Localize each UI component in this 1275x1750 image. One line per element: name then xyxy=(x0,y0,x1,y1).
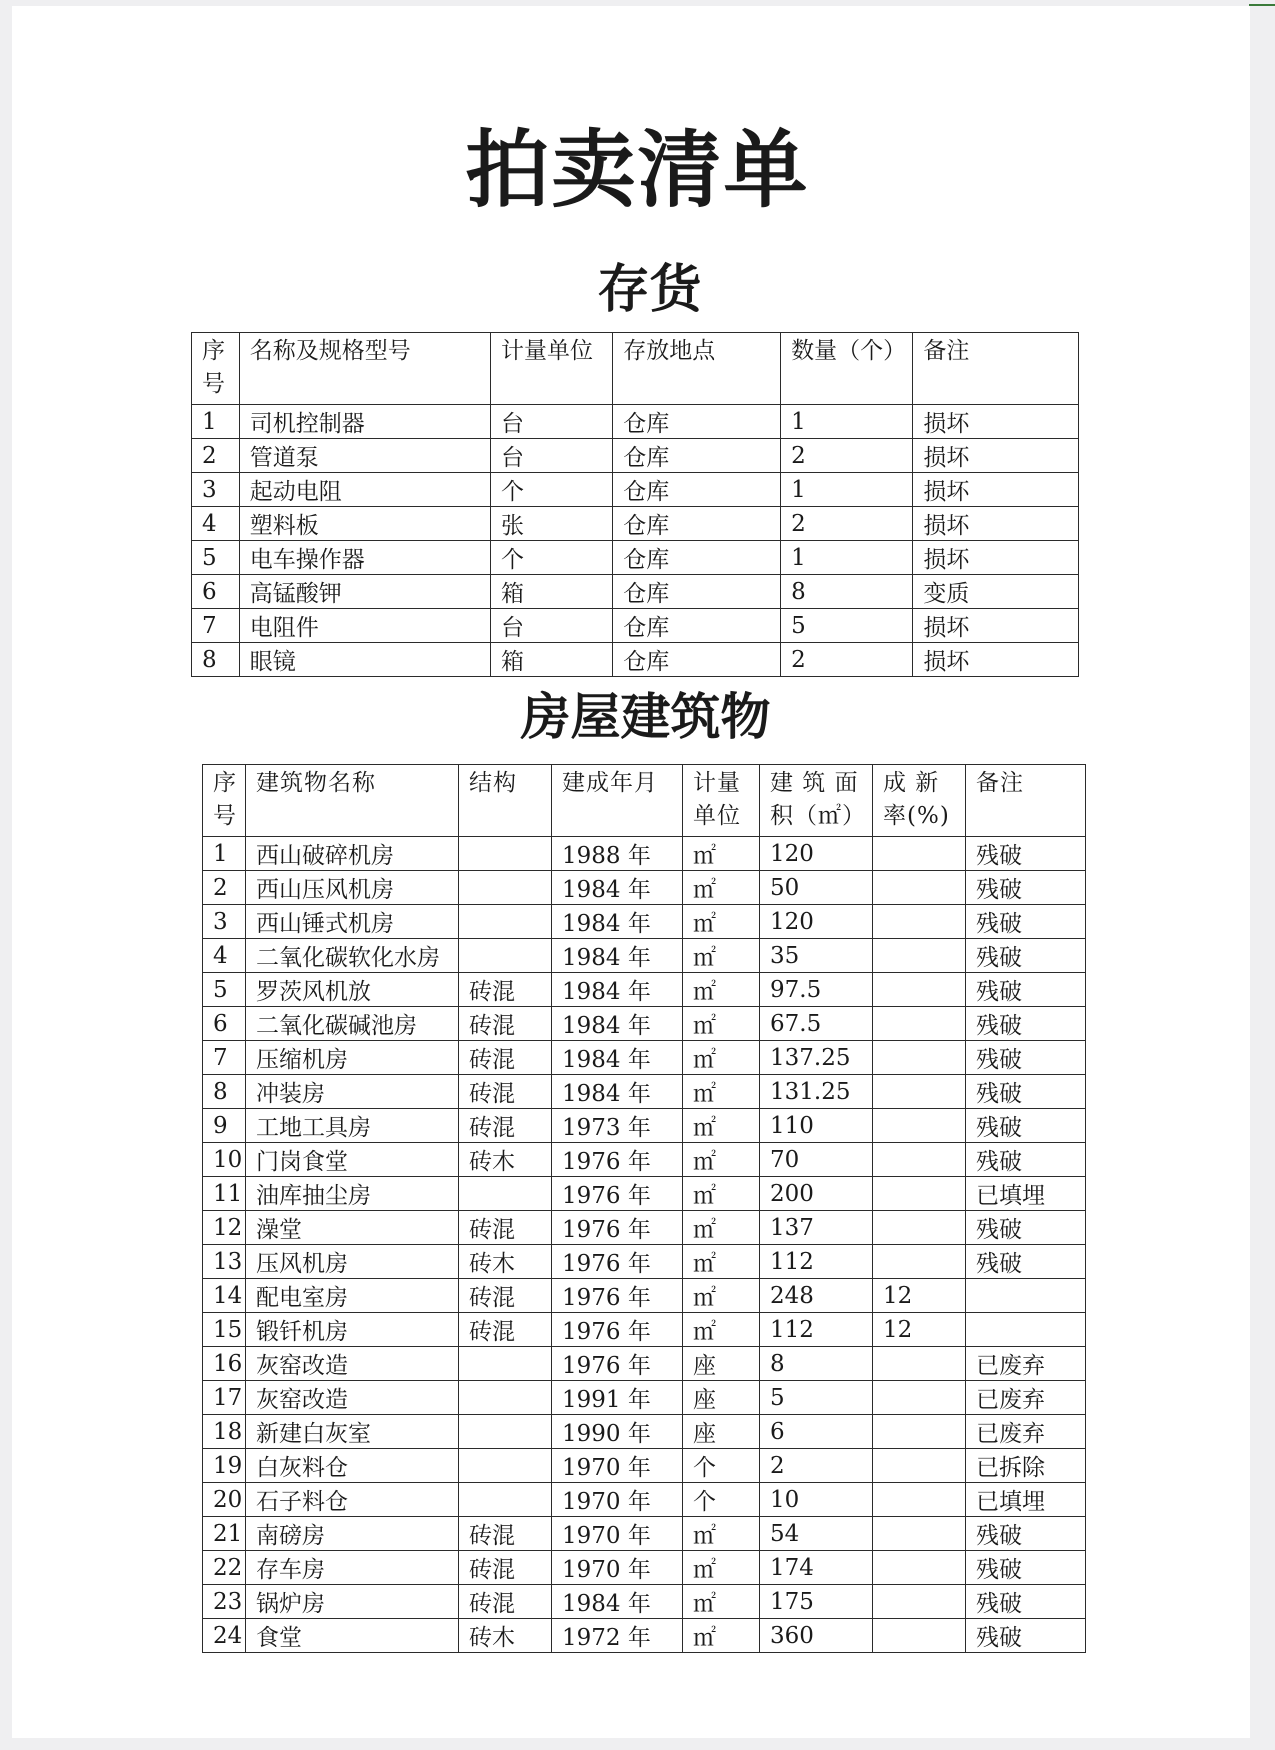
building-cell: 22 xyxy=(203,1551,246,1585)
building-cell: 工地工具房 xyxy=(246,1109,459,1143)
building-cell: 南磅房 xyxy=(246,1517,459,1551)
inventory-cell: 仓库 xyxy=(613,507,781,541)
buildings-header-cell: 建成年月 xyxy=(552,765,683,837)
building-cell: 6 xyxy=(760,1415,873,1449)
building-cell: 1984 年 xyxy=(552,973,683,1007)
inventory-cell: 电阻件 xyxy=(239,609,490,643)
building-cell xyxy=(873,1211,966,1245)
building-cell: 压风机房 xyxy=(246,1245,459,1279)
inventory-cell: 5 xyxy=(781,609,913,643)
page-title: 拍卖清单 xyxy=(465,121,810,219)
building-cell: 西山压风机房 xyxy=(246,871,459,905)
building-cell: 砖混 xyxy=(459,1585,552,1619)
building-cell: 5 xyxy=(203,973,246,1007)
building-cell: 1984 年 xyxy=(552,1075,683,1109)
building-cell: 1984 年 xyxy=(552,905,683,939)
building-cell: 座 xyxy=(683,1415,760,1449)
inventory-row xyxy=(192,541,1079,575)
inventory-row xyxy=(192,609,1079,643)
building-cell: 9 xyxy=(203,1109,246,1143)
building-cell xyxy=(966,1279,1086,1313)
building-cell: 残破 xyxy=(966,1143,1086,1177)
building-cell: 20 xyxy=(203,1483,246,1517)
inventory-header-cell: 序号 xyxy=(192,333,240,405)
building-cell: 1970 年 xyxy=(552,1551,683,1585)
building-cell: 1973 年 xyxy=(552,1109,683,1143)
building-cell: 砖木 xyxy=(459,1245,552,1279)
building-cell: 砖混 xyxy=(459,1041,552,1075)
building-cell: 1976 年 xyxy=(552,1347,683,1381)
building-cell: 残破 xyxy=(966,1075,1086,1109)
building-cell: 1970 年 xyxy=(552,1449,683,1483)
building-cell xyxy=(873,973,966,1007)
building-cell: 10 xyxy=(760,1483,873,1517)
inventory-row xyxy=(192,439,1079,473)
building-cell: 110 xyxy=(760,1109,873,1143)
building-cell: 14 xyxy=(203,1279,246,1313)
building-cell: 360 xyxy=(760,1619,873,1653)
building-cell: 7 xyxy=(203,1041,246,1075)
inventory-cell: 变质 xyxy=(913,575,1079,609)
buildings-body xyxy=(203,837,1086,1653)
buildings-header-cell: 成 新 率(%) xyxy=(873,765,966,837)
building-cell: 门岗食堂 xyxy=(246,1143,459,1177)
inventory-cell: 电车操作器 xyxy=(239,541,490,575)
building-cell: 248 xyxy=(760,1279,873,1313)
building-cell: 17 xyxy=(203,1381,246,1415)
building-cell: ㎡ xyxy=(683,1517,760,1551)
building-cell xyxy=(966,1313,1086,1347)
building-row xyxy=(203,1007,1086,1041)
building-cell: 砖混 xyxy=(459,1007,552,1041)
building-cell: 已废弃 xyxy=(966,1347,1086,1381)
building-cell xyxy=(459,871,552,905)
inventory-cell: 损坏 xyxy=(913,405,1079,439)
building-cell xyxy=(873,1449,966,1483)
inventory-row xyxy=(192,473,1079,507)
building-cell: 70 xyxy=(760,1143,873,1177)
inventory-cell: 2 xyxy=(781,643,913,677)
building-cell xyxy=(873,1109,966,1143)
building-cell: 西山锤式机房 xyxy=(246,905,459,939)
inventory-cell: 台 xyxy=(490,439,612,473)
building-cell: 10 xyxy=(203,1143,246,1177)
building-cell: 1984 年 xyxy=(552,1585,683,1619)
building-cell: 砖混 xyxy=(459,1313,552,1347)
building-cell: 残破 xyxy=(966,1551,1086,1585)
building-cell xyxy=(459,1415,552,1449)
building-cell: 1984 年 xyxy=(552,871,683,905)
building-cell: 50 xyxy=(760,871,873,905)
building-cell: 1976 年 xyxy=(552,1143,683,1177)
building-cell xyxy=(873,1585,966,1619)
inventory-cell: 6 xyxy=(192,575,240,609)
building-cell: 4 xyxy=(203,939,246,973)
inventory-header-cell: 名称及规格型号 xyxy=(239,333,490,405)
inventory-body xyxy=(192,405,1079,677)
building-cell: 12 xyxy=(873,1279,966,1313)
buildings-header-cell: 备注 xyxy=(966,765,1086,837)
inventory-cell: 塑料板 xyxy=(239,507,490,541)
building-cell: 座 xyxy=(683,1381,760,1415)
building-cell: 残破 xyxy=(966,871,1086,905)
building-cell: ㎡ xyxy=(683,1279,760,1313)
building-cell: 残破 xyxy=(966,1245,1086,1279)
inventory-cell: 仓库 xyxy=(613,405,781,439)
building-cell: 1976 年 xyxy=(552,1313,683,1347)
building-row xyxy=(203,837,1086,871)
building-row xyxy=(203,1177,1086,1211)
building-cell: 个 xyxy=(683,1483,760,1517)
building-cell: 灰窑改造 xyxy=(246,1381,459,1415)
building-cell: 18 xyxy=(203,1415,246,1449)
building-cell: ㎡ xyxy=(683,1211,760,1245)
building-cell: 砖混 xyxy=(459,1211,552,1245)
building-cell: 西山破碎机房 xyxy=(246,837,459,871)
building-cell: 15 xyxy=(203,1313,246,1347)
building-row xyxy=(203,1041,1086,1075)
building-cell: 1 xyxy=(203,837,246,871)
building-cell: ㎡ xyxy=(683,1177,760,1211)
buildings-header-cell: 结构 xyxy=(459,765,552,837)
building-cell xyxy=(459,837,552,871)
building-cell: 112 xyxy=(760,1245,873,1279)
building-row xyxy=(203,1075,1086,1109)
inventory-heading: 存货 xyxy=(597,260,702,320)
building-cell: ㎡ xyxy=(683,1109,760,1143)
building-cell: 残破 xyxy=(966,1007,1086,1041)
building-cell: 座 xyxy=(683,1347,760,1381)
building-cell: 8 xyxy=(760,1347,873,1381)
building-cell: 6 xyxy=(203,1007,246,1041)
building-cell: 137 xyxy=(760,1211,873,1245)
building-cell xyxy=(459,1483,552,1517)
building-cell: 二氧化碳软化水房 xyxy=(246,939,459,973)
building-cell: 残破 xyxy=(966,1619,1086,1653)
building-cell: 24 xyxy=(203,1619,246,1653)
building-cell: 灰窑改造 xyxy=(246,1347,459,1381)
building-cell: ㎡ xyxy=(683,1075,760,1109)
building-row xyxy=(203,1415,1086,1449)
building-row xyxy=(203,1449,1086,1483)
building-cell: 罗茨风机放 xyxy=(246,973,459,1007)
buildings-header-cell: 计量单位 xyxy=(683,765,760,837)
inventory-row xyxy=(192,643,1079,677)
building-cell: 23 xyxy=(203,1585,246,1619)
building-row xyxy=(203,1517,1086,1551)
inventory-cell: 仓库 xyxy=(613,575,781,609)
building-cell xyxy=(873,837,966,871)
building-cell: 174 xyxy=(760,1551,873,1585)
building-row xyxy=(203,1211,1086,1245)
inventory-cell: 8 xyxy=(192,643,240,677)
building-row xyxy=(203,905,1086,939)
building-cell: 砖木 xyxy=(459,1143,552,1177)
building-cell: 砖混 xyxy=(459,1075,552,1109)
building-cell xyxy=(459,1347,552,1381)
inventory-cell: 张 xyxy=(490,507,612,541)
building-cell: 13 xyxy=(203,1245,246,1279)
inventory-cell: 眼镜 xyxy=(239,643,490,677)
building-cell: 残破 xyxy=(966,1585,1086,1619)
building-cell: 残破 xyxy=(966,973,1086,1007)
building-cell: 16 xyxy=(203,1347,246,1381)
building-cell: 存车房 xyxy=(246,1551,459,1585)
inventory-cell: 损坏 xyxy=(913,439,1079,473)
building-row xyxy=(203,1109,1086,1143)
building-cell: ㎡ xyxy=(683,1551,760,1585)
building-cell: 残破 xyxy=(966,1211,1086,1245)
building-cell: 131.25 xyxy=(760,1075,873,1109)
building-cell: 白灰料仓 xyxy=(246,1449,459,1483)
building-cell: 已填埋 xyxy=(966,1177,1086,1211)
building-cell: 二氧化碳碱池房 xyxy=(246,1007,459,1041)
inventory-cell: 1 xyxy=(192,405,240,439)
inventory-cell: 仓库 xyxy=(613,643,781,677)
building-cell: ㎡ xyxy=(683,1041,760,1075)
building-cell xyxy=(873,1347,966,1381)
inventory-cell: 8 xyxy=(781,575,913,609)
building-cell xyxy=(873,1415,966,1449)
building-cell xyxy=(873,1143,966,1177)
building-cell: 澡堂 xyxy=(246,1211,459,1245)
inventory-cell: 管道泵 xyxy=(239,439,490,473)
inventory-cell: 1 xyxy=(781,473,913,507)
building-cell: 97.5 xyxy=(760,973,873,1007)
building-cell: ㎡ xyxy=(683,1245,760,1279)
building-cell: 1990 年 xyxy=(552,1415,683,1449)
building-cell: 砖混 xyxy=(459,973,552,1007)
building-cell: 个 xyxy=(683,1449,760,1483)
building-row xyxy=(203,1619,1086,1653)
building-cell: ㎡ xyxy=(683,905,760,939)
building-cell: ㎡ xyxy=(683,973,760,1007)
inventory-cell: 仓库 xyxy=(613,473,781,507)
building-cell: 冲装房 xyxy=(246,1075,459,1109)
inventory-row xyxy=(192,507,1079,541)
inventory-row xyxy=(192,575,1079,609)
building-cell: 已废弃 xyxy=(966,1381,1086,1415)
building-cell: 1970 年 xyxy=(552,1483,683,1517)
inventory-row xyxy=(192,405,1079,439)
building-cell: ㎡ xyxy=(683,1143,760,1177)
building-cell xyxy=(873,1007,966,1041)
inventory-cell: 司机控制器 xyxy=(239,405,490,439)
buildings-header-cell: 建筑物名称 xyxy=(246,765,459,837)
inventory-cell: 5 xyxy=(192,541,240,575)
building-row xyxy=(203,1347,1086,1381)
building-cell: 砖混 xyxy=(459,1109,552,1143)
building-cell: ㎡ xyxy=(683,1313,760,1347)
building-row xyxy=(203,1313,1086,1347)
building-cell: 1991 年 xyxy=(552,1381,683,1415)
building-cell: 120 xyxy=(760,837,873,871)
building-cell: 锻钎机房 xyxy=(246,1313,459,1347)
building-cell: 67.5 xyxy=(760,1007,873,1041)
building-cell: 已废弃 xyxy=(966,1415,1086,1449)
building-cell: 砖混 xyxy=(459,1551,552,1585)
inventory-cell: 2 xyxy=(781,507,913,541)
building-row xyxy=(203,1143,1086,1177)
inventory-cell: 1 xyxy=(781,405,913,439)
building-row xyxy=(203,1381,1086,1415)
building-row xyxy=(203,939,1086,973)
building-cell xyxy=(459,1449,552,1483)
inventory-cell: 7 xyxy=(192,609,240,643)
building-cell: 油库抽尘房 xyxy=(246,1177,459,1211)
building-cell: 12 xyxy=(203,1211,246,1245)
inventory-cell: 1 xyxy=(781,541,913,575)
building-row xyxy=(203,973,1086,1007)
building-cell: 19 xyxy=(203,1449,246,1483)
building-cell: 砖混 xyxy=(459,1279,552,1313)
building-cell: 残破 xyxy=(966,905,1086,939)
building-cell xyxy=(873,1075,966,1109)
building-cell: 压缩机房 xyxy=(246,1041,459,1075)
building-cell: 2 xyxy=(203,871,246,905)
inventory-cell: 损坏 xyxy=(913,473,1079,507)
inventory-header-cell: 备注 xyxy=(913,333,1079,405)
inventory-cell: 2 xyxy=(781,439,913,473)
building-row xyxy=(203,871,1086,905)
inventory-cell: 箱 xyxy=(490,575,612,609)
building-cell: ㎡ xyxy=(683,871,760,905)
building-cell: 残破 xyxy=(966,837,1086,871)
inventory-cell: 损坏 xyxy=(913,541,1079,575)
building-cell: 1984 年 xyxy=(552,1041,683,1075)
building-cell: 35 xyxy=(760,939,873,973)
building-cell xyxy=(873,1483,966,1517)
building-cell: 砖混 xyxy=(459,1517,552,1551)
building-cell: 残破 xyxy=(966,1517,1086,1551)
buildings-header-cell: 序号 xyxy=(203,765,246,837)
inventory-header-cell: 存放地点 xyxy=(613,333,781,405)
building-cell: 120 xyxy=(760,905,873,939)
inventory-cell: 2 xyxy=(192,439,240,473)
building-cell xyxy=(873,1551,966,1585)
building-cell: 1984 年 xyxy=(552,1007,683,1041)
building-cell: 1976 年 xyxy=(552,1177,683,1211)
inventory-cell: 4 xyxy=(192,507,240,541)
building-cell: 112 xyxy=(760,1313,873,1347)
building-cell: 2 xyxy=(760,1449,873,1483)
building-cell xyxy=(873,905,966,939)
building-cell xyxy=(459,939,552,973)
building-cell xyxy=(459,1381,552,1415)
inventory-header-cell: 数量（个） xyxy=(781,333,913,405)
building-cell: 54 xyxy=(760,1517,873,1551)
building-cell xyxy=(873,1517,966,1551)
scan-edge-mark xyxy=(1249,4,1275,6)
buildings-table xyxy=(202,764,1086,1653)
inventory-header-row xyxy=(192,333,1079,405)
building-row xyxy=(203,1551,1086,1585)
building-row xyxy=(203,1279,1086,1313)
inventory-cell: 损坏 xyxy=(913,507,1079,541)
building-cell xyxy=(873,871,966,905)
inventory-cell: 个 xyxy=(490,473,612,507)
building-cell: 新建白灰室 xyxy=(246,1415,459,1449)
inventory-cell: 仓库 xyxy=(613,609,781,643)
building-cell: ㎡ xyxy=(683,1585,760,1619)
inventory-table xyxy=(191,332,1079,677)
buildings-heading: 房屋建筑物 xyxy=(520,688,771,746)
building-cell xyxy=(873,1381,966,1415)
inventory-cell: 损坏 xyxy=(913,643,1079,677)
building-cell: 21 xyxy=(203,1517,246,1551)
building-cell xyxy=(459,905,552,939)
buildings-header-cell: 建 筑 面 积（㎡） xyxy=(760,765,873,837)
building-cell: 1976 年 xyxy=(552,1279,683,1313)
building-cell: 锅炉房 xyxy=(246,1585,459,1619)
building-row xyxy=(203,1585,1086,1619)
building-cell: 配电室房 xyxy=(246,1279,459,1313)
building-cell: ㎡ xyxy=(683,939,760,973)
building-cell xyxy=(873,1619,966,1653)
buildings-header-row xyxy=(203,765,1086,837)
inventory-cell: 3 xyxy=(192,473,240,507)
inventory-cell: 台 xyxy=(490,609,612,643)
building-cell xyxy=(459,1177,552,1211)
building-cell xyxy=(873,1245,966,1279)
inventory-cell: 高锰酸钾 xyxy=(239,575,490,609)
inventory-cell: 仓库 xyxy=(613,439,781,473)
inventory-header-cell: 计量单位 xyxy=(490,333,612,405)
building-cell: 残破 xyxy=(966,1109,1086,1143)
building-cell xyxy=(873,1177,966,1211)
building-cell: 137.25 xyxy=(760,1041,873,1075)
building-cell: 11 xyxy=(203,1177,246,1211)
building-cell: 1976 年 xyxy=(552,1211,683,1245)
building-cell: 200 xyxy=(760,1177,873,1211)
building-cell xyxy=(873,1041,966,1075)
inventory-cell: 箱 xyxy=(490,643,612,677)
building-cell: 石子料仓 xyxy=(246,1483,459,1517)
inventory-cell: 台 xyxy=(490,405,612,439)
building-row xyxy=(203,1245,1086,1279)
building-cell: ㎡ xyxy=(683,1007,760,1041)
building-cell: 1976 年 xyxy=(552,1245,683,1279)
building-cell: 1970 年 xyxy=(552,1517,683,1551)
building-cell: 1972 年 xyxy=(552,1619,683,1653)
building-cell: 1984 年 xyxy=(552,939,683,973)
building-cell: 食堂 xyxy=(246,1619,459,1653)
building-cell: 175 xyxy=(760,1585,873,1619)
building-cell: 1988 年 xyxy=(552,837,683,871)
building-cell: 12 xyxy=(873,1313,966,1347)
building-cell: 8 xyxy=(203,1075,246,1109)
building-cell xyxy=(873,939,966,973)
inventory-cell: 仓库 xyxy=(613,541,781,575)
inventory-cell: 起动电阻 xyxy=(239,473,490,507)
building-cell: ㎡ xyxy=(683,1619,760,1653)
building-cell: 砖木 xyxy=(459,1619,552,1653)
building-cell: 5 xyxy=(760,1381,873,1415)
building-cell: 3 xyxy=(203,905,246,939)
building-cell: 已填埋 xyxy=(966,1483,1086,1517)
building-cell: 残破 xyxy=(966,939,1086,973)
building-cell: ㎡ xyxy=(683,837,760,871)
building-cell: 已拆除 xyxy=(966,1449,1086,1483)
inventory-cell: 个 xyxy=(490,541,612,575)
building-row xyxy=(203,1483,1086,1517)
inventory-cell: 损坏 xyxy=(913,609,1079,643)
building-cell: 残破 xyxy=(966,1041,1086,1075)
